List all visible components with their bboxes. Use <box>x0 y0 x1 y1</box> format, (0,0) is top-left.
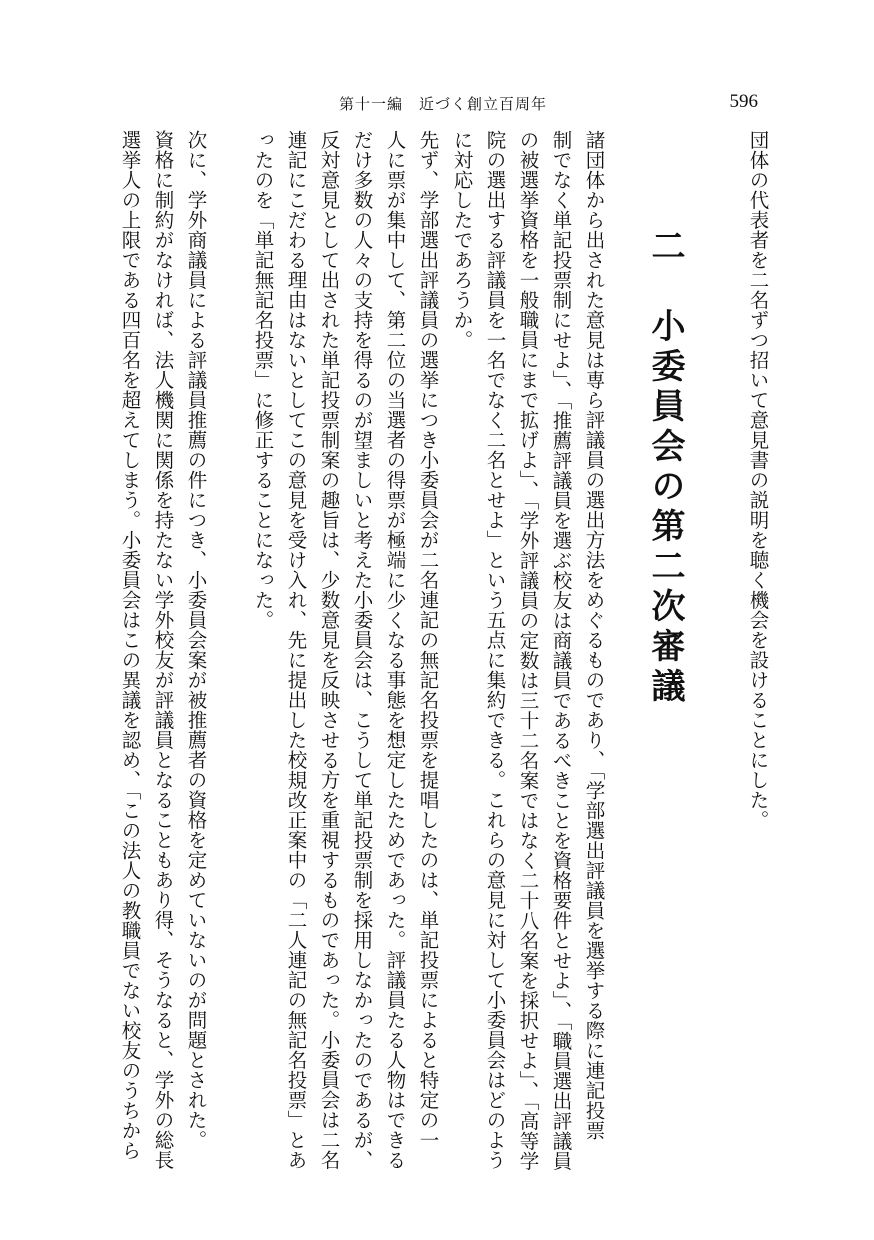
text-column: に対応したであろうか。 <box>450 130 474 350</box>
text-column: 制でなく単記投票制にせよ」、「推薦評議員を選ぶ校友は商議員であるべきことを資格要件とせよ」、「職員選出評議員 <box>549 130 573 1171</box>
running-head: 第十一編 近づく創立百周年 <box>339 95 548 113</box>
text-column: の被選挙資格を一般職員にまで拡げよ」、「学外評議員の定数は三十二名案ではなく二十八名案を採択せよ」、「高等学 <box>516 130 540 1171</box>
page-number: 596 <box>729 91 758 112</box>
text-column: ったのを「単記無記名投票」に修正することになった。 <box>251 130 275 630</box>
text-column: 団体の代表者を二名ずつ招いて意見書の説明を聴く機会を設けることにした。 <box>746 130 770 830</box>
text-column: 資格に制約がなければ、法人機関に関係を持たない学外校友が評議員となることもあり得、そうなると、学外の総長 <box>151 130 175 1170</box>
text-column: 人に票が集中して、第二位の当選者の得票が極端に少くなる事態を想定したためであった。評議員たる人物はできる <box>383 130 407 1170</box>
text-column: 次に、学外商議員による評議員推薦の件につき、小委員会案が被推薦者の資格を定めていないのが問題とされた。 <box>184 130 208 1150</box>
text-column: 諸団体から出された意見は専ら評議員の選出方法をめぐるものであり、「学部選出評議員を選挙する際に連記投票 <box>582 130 606 1141</box>
text-column: 連記にこだわる理由はないとしてこの意見を受け入れ、先に提出した校規改正案中の「二人連記の無記名投票」とあ <box>284 130 308 1170</box>
text-column: 院の選出する評議員を一名でなく二名とせよ」という五点に集約できる。これらの意見に対して小委員会はどのよう <box>483 130 507 1170</box>
text-column: 先ず、学部選出評議員の選挙につき小委員会が二名連記の無記名投票を提唱したのは、単記投票によると特定の一 <box>416 130 440 1150</box>
text-column: 選挙人の上限である四百名を超えてしまう。小委員会はこの異議を認め、「この法人の教職員でない校友のうちから <box>118 130 142 1161</box>
text-column: だけ多数の人々の支持を得るのが望ましいと考えた小委員会は、こうして単記投票制を採用しなかったのであるが、 <box>350 130 374 1170</box>
section-heading: 二 小委員会の第二次審議 <box>645 228 685 708</box>
text-column: 反対意見として出された単記投票制案の趣旨は、少数意見を反映させる方を重視するものであった。小委員会は二名 <box>317 130 341 1170</box>
